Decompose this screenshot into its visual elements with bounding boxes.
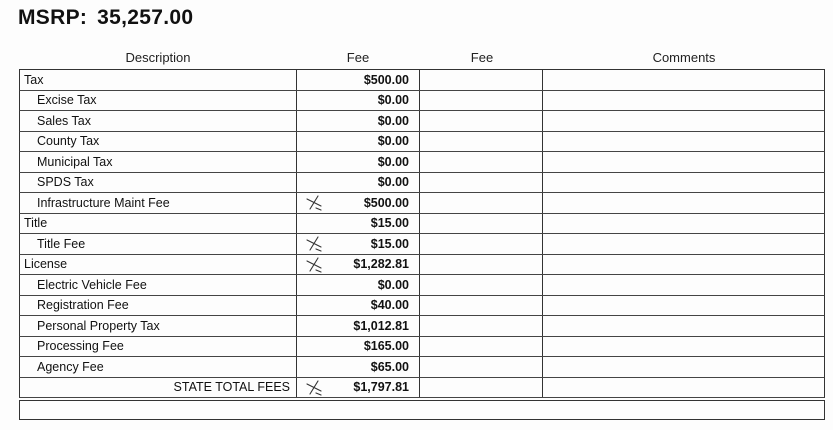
- fee-value: $1,012.81: [353, 318, 409, 333]
- row-comments: [543, 337, 824, 357]
- fee-value: $15.00: [370, 216, 409, 231]
- row-description: Municipal Tax: [20, 152, 297, 172]
- row-description: Tax: [20, 70, 297, 90]
- row-fee: [297, 193, 420, 213]
- row-fee: [297, 173, 420, 193]
- row-comments: [543, 357, 824, 377]
- fee-value: $40.00: [370, 298, 409, 313]
- table-row: [19, 152, 825, 173]
- total-label: STATE TOTAL FEES: [20, 378, 297, 398]
- row-comments: [543, 91, 824, 111]
- row-description: Title: [20, 214, 297, 234]
- msrp-value: 35,257.00: [97, 6, 194, 29]
- total-fee: [297, 378, 420, 398]
- row-comments: [543, 316, 824, 336]
- row-fee: [297, 132, 420, 152]
- row-description: Sales Tax: [20, 111, 297, 131]
- row-comments: [543, 255, 824, 275]
- row-comments: [543, 214, 824, 234]
- row-description: Personal Property Tax: [20, 316, 297, 336]
- row-description: Excise Tax: [20, 91, 297, 111]
- row-fee: [297, 111, 420, 131]
- row-fee-2: [420, 70, 543, 90]
- row-description: SPDS Tax: [20, 173, 297, 193]
- fee-value: $65.00: [370, 359, 409, 374]
- fee-value: $0.00: [377, 134, 409, 149]
- msrp-heading: [18, 6, 193, 30]
- row-fee: [297, 316, 420, 336]
- row-comments: [543, 70, 824, 90]
- table-row: [19, 91, 825, 112]
- row-description: Electric Vehicle Fee: [20, 275, 297, 295]
- row-comments: [543, 132, 824, 152]
- row-fee: [297, 214, 420, 234]
- table-row: [19, 111, 825, 132]
- table-row: [19, 296, 825, 317]
- table-row: [19, 255, 825, 276]
- row-fee: [297, 70, 420, 90]
- fee-value: $500.00: [363, 195, 409, 210]
- handwritten-check-mark-icon: [305, 379, 323, 397]
- row-fee: [297, 357, 420, 377]
- fee-value: $15.00: [370, 236, 409, 251]
- row-comments: [543, 296, 824, 316]
- msrp-label: MSRP:: [18, 6, 88, 29]
- table-row: [19, 193, 825, 214]
- column-header-fee-2: Fee: [470, 50, 494, 65]
- fee-value: $0.00: [377, 93, 409, 108]
- table-row: [19, 214, 825, 235]
- fee-value: $1,797.81: [353, 380, 409, 395]
- row-description: County Tax: [20, 132, 297, 152]
- table-row: [19, 275, 825, 296]
- row-fee-2: [420, 193, 543, 213]
- handwritten-check-mark-icon: [305, 235, 323, 253]
- fee-value: $0.00: [377, 154, 409, 169]
- row-fee-2: [420, 275, 543, 295]
- row-fee: [297, 255, 420, 275]
- row-fee-2: [420, 378, 543, 398]
- row-fee-2: [420, 173, 543, 193]
- row-description: License: [20, 255, 297, 275]
- table-row: [19, 173, 825, 194]
- fee-value: $165.00: [363, 339, 409, 354]
- row-fee: [297, 296, 420, 316]
- table-row: [19, 357, 825, 378]
- row-fee-2: [420, 316, 543, 336]
- fee-value: $0.00: [377, 277, 409, 292]
- row-fee-2: [420, 234, 543, 254]
- row-fee: [297, 337, 420, 357]
- handwritten-check-mark-icon: [305, 194, 323, 212]
- row-description: Processing Fee: [20, 337, 297, 357]
- table-row: [19, 316, 825, 337]
- row-fee-2: [420, 152, 543, 172]
- row-comments: [543, 275, 824, 295]
- row-fee-2: [420, 214, 543, 234]
- row-fee-2: [420, 91, 543, 111]
- column-header-fee: Fee: [346, 50, 370, 65]
- table-row: [19, 337, 825, 358]
- row-fee: [297, 234, 420, 254]
- row-description: Infrastructure Maint Fee: [20, 193, 297, 213]
- row-description: Agency Fee: [20, 357, 297, 377]
- fee-value: $0.00: [377, 113, 409, 128]
- row-fee-2: [420, 111, 543, 131]
- row-comments: [543, 111, 824, 131]
- fee-value: $500.00: [363, 72, 409, 87]
- row-fee: [297, 275, 420, 295]
- row-comments: [543, 152, 824, 172]
- column-header-comments: Comments: [652, 50, 716, 65]
- row-fee-2: [420, 296, 543, 316]
- fee-table: [19, 69, 825, 398]
- table-row: [19, 132, 825, 153]
- row-comments: [543, 234, 824, 254]
- row-fee-2: [420, 357, 543, 377]
- row-comments: [543, 173, 824, 193]
- table-row: [19, 234, 825, 255]
- blank-footer-row: [19, 400, 825, 420]
- row-fee: [297, 91, 420, 111]
- row-description: Registration Fee: [20, 296, 297, 316]
- row-comments: [543, 378, 824, 398]
- total-row: [19, 378, 825, 399]
- column-header-description: Description: [125, 50, 191, 65]
- handwritten-check-mark-icon: [305, 256, 323, 274]
- row-fee-2: [420, 132, 543, 152]
- row-description: Title Fee: [20, 234, 297, 254]
- row-fee-2: [420, 255, 543, 275]
- row-fee: [297, 152, 420, 172]
- row-fee-2: [420, 337, 543, 357]
- fee-value: $1,282.81: [353, 257, 409, 272]
- row-comments: [543, 193, 824, 213]
- table-row: [19, 70, 825, 91]
- fee-value: $0.00: [377, 175, 409, 190]
